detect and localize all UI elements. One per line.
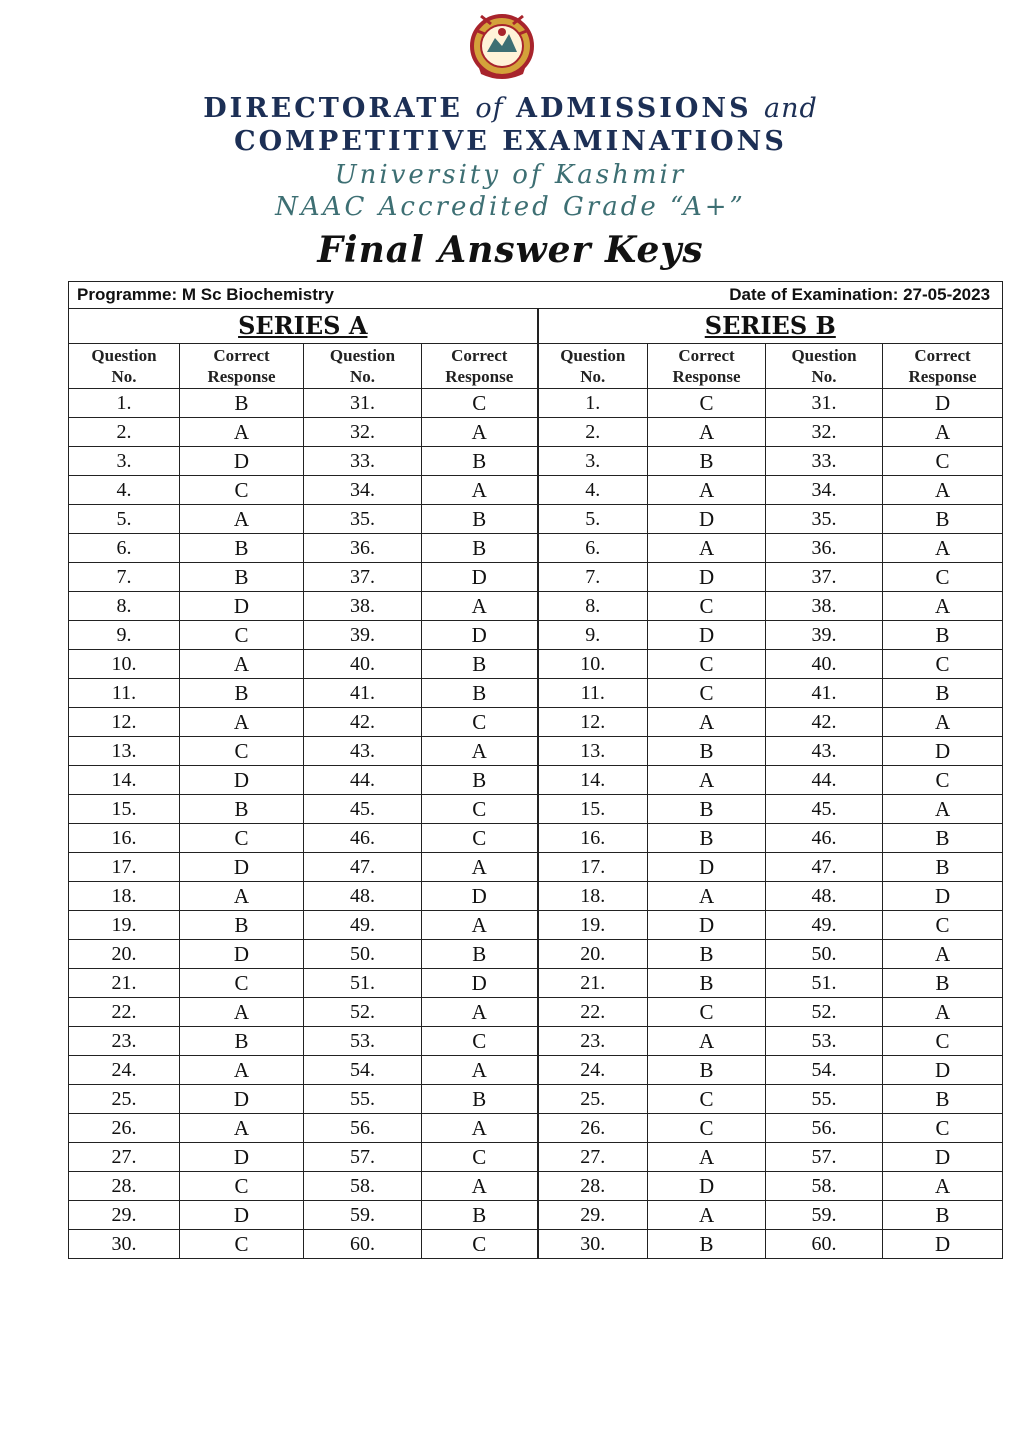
series-a-question-no: 21. — [69, 969, 180, 998]
series-a-question-no: 51. — [304, 969, 422, 998]
series-b-correct-response: C — [883, 1027, 1003, 1056]
column-header-row — [69, 344, 1003, 389]
series-a-question-no: 44. — [304, 766, 422, 795]
series-a-question-no: 25. — [69, 1085, 180, 1114]
table-row — [69, 1143, 1003, 1172]
series-b-question-no: 45. — [766, 795, 883, 824]
series-b-question-no: 22. — [538, 998, 648, 1027]
series-a-correct-response: D — [422, 882, 538, 911]
series-a-question-no: 14. — [69, 766, 180, 795]
series-b-correct-response: D — [883, 737, 1003, 766]
series-a-question-no: 59. — [304, 1201, 422, 1230]
series-b-correct-response: D — [648, 911, 766, 940]
table-row — [69, 824, 1003, 853]
series-b-question-no: 8. — [538, 592, 648, 621]
series-b-correct-response: D — [648, 563, 766, 592]
series-a-correct-response: A — [180, 505, 304, 534]
series-b-question-no: 54. — [766, 1056, 883, 1085]
series-b-question-no: 34. — [766, 476, 883, 505]
series-b-question-no: 46. — [766, 824, 883, 853]
table-row — [69, 940, 1003, 969]
table-row — [69, 621, 1003, 650]
series-b-question-no: 11. — [538, 679, 648, 708]
series-a-question-no: 57. — [304, 1143, 422, 1172]
series-a-correct-response: D — [180, 853, 304, 882]
table-row — [69, 969, 1003, 998]
series-a-correct-response: B — [180, 389, 304, 418]
series-b-question-no: 56. — [766, 1114, 883, 1143]
series-a-question-no: 43. — [304, 737, 422, 766]
series-a-correct-response: C — [180, 824, 304, 853]
naac-accreditation: NAAC Accredited Grade “A+” — [275, 192, 746, 222]
series-a-correct-response: D — [180, 1201, 304, 1230]
series-b-correct-response: A — [883, 1172, 1003, 1201]
series-a-question-no: 1. — [69, 389, 180, 418]
series-a-question-no: 24. — [69, 1056, 180, 1085]
series-a-correct-response: B — [422, 534, 538, 563]
series-a-correct-response: A — [422, 998, 538, 1027]
series-b-question-no: 48. — [766, 882, 883, 911]
series-b-question-no: 59. — [766, 1201, 883, 1230]
series-a-question-no: 10. — [69, 650, 180, 679]
series-b-correct-response: A — [648, 1201, 766, 1230]
series-b-correct-response: C — [648, 1114, 766, 1143]
series-a-question-no: 37. — [304, 563, 422, 592]
series-a-correct-response: C — [422, 389, 538, 418]
table-row — [69, 592, 1003, 621]
series-a-correct-response: B — [180, 679, 304, 708]
series-a-correct-response: D — [180, 447, 304, 476]
series-b-correct-response: B — [883, 853, 1003, 882]
series-b-correct-response: B — [883, 621, 1003, 650]
series-a-question-no: 58. — [304, 1172, 422, 1201]
series-a-question-no: 28. — [69, 1172, 180, 1201]
series-b-correct-response: B — [883, 505, 1003, 534]
col-header-question: Question No. — [69, 344, 180, 389]
series-b-question-no: 18. — [538, 882, 648, 911]
series-a-question-no: 34. — [304, 476, 422, 505]
col-header-question: Question No. — [538, 344, 648, 389]
series-a-correct-response: A — [422, 1172, 538, 1201]
series-b-question-no: 7. — [538, 563, 648, 592]
series-b-question-no: 36. — [766, 534, 883, 563]
series-b-question-no: 6. — [538, 534, 648, 563]
series-a-correct-response: C — [422, 795, 538, 824]
series-a-question-no: 23. — [69, 1027, 180, 1056]
series-b-correct-response: B — [883, 824, 1003, 853]
series-b-question-no: 20. — [538, 940, 648, 969]
series-a-correct-response: D — [180, 592, 304, 621]
series-a-question-no: 40. — [304, 650, 422, 679]
series-b-question-no: 3. — [538, 447, 648, 476]
series-b-question-no: 29. — [538, 1201, 648, 1230]
table-row — [69, 766, 1003, 795]
series-a-question-no: 2. — [69, 418, 180, 447]
table-row — [69, 737, 1003, 766]
series-a-question-no: 54. — [304, 1056, 422, 1085]
series-b-question-no: 53. — [766, 1027, 883, 1056]
series-b-question-no: 1. — [538, 389, 648, 418]
series-b-correct-response: C — [883, 911, 1003, 940]
series-a-correct-response: D — [180, 1085, 304, 1114]
series-b-correct-response: B — [883, 1085, 1003, 1114]
series-a-question-no: 12. — [69, 708, 180, 737]
programme-label: Programme: M Sc Biochemistry — [69, 282, 538, 309]
series-b-correct-response: B — [883, 679, 1003, 708]
series-a-question-no: 11. — [69, 679, 180, 708]
series-a-question-no: 42. — [304, 708, 422, 737]
col-header-response: Correct Response — [180, 344, 304, 389]
series-b-correct-response: D — [883, 1143, 1003, 1172]
page-title: Final Answer Keys — [317, 229, 704, 271]
series-a-question-no: 4. — [69, 476, 180, 505]
series-b-correct-response: A — [883, 534, 1003, 563]
series-b-correct-response: A — [883, 998, 1003, 1027]
series-a-correct-response: C — [422, 708, 538, 737]
series-a-question-no: 18. — [69, 882, 180, 911]
series-b-correct-response: D — [648, 853, 766, 882]
series-b-question-no: 9. — [538, 621, 648, 650]
table-row — [69, 476, 1003, 505]
series-a-correct-response: B — [422, 447, 538, 476]
series-a-correct-response: A — [422, 1056, 538, 1085]
series-b-correct-response: C — [883, 650, 1003, 679]
series-b-question-no: 49. — [766, 911, 883, 940]
series-a-correct-response: A — [180, 998, 304, 1027]
series-a-question-no: 32. — [304, 418, 422, 447]
series-b-question-no: 5. — [538, 505, 648, 534]
table-row — [69, 1201, 1003, 1230]
series-a-correct-response: B — [180, 1027, 304, 1056]
series-a-question-no: 15. — [69, 795, 180, 824]
series-a-question-no: 31. — [304, 389, 422, 418]
series-a-correct-response: D — [180, 1143, 304, 1172]
series-a-question-no: 46. — [304, 824, 422, 853]
series-a-question-no: 48. — [304, 882, 422, 911]
series-b-question-no: 31. — [766, 389, 883, 418]
series-b-correct-response: B — [883, 969, 1003, 998]
series-a-correct-response: C — [180, 621, 304, 650]
series-b-correct-response: C — [648, 1085, 766, 1114]
directorate-heading-line2: COMPETITIVE EXAMINATIONS — [234, 126, 787, 157]
series-a-question-no: 26. — [69, 1114, 180, 1143]
series-a-correct-response: D — [180, 766, 304, 795]
series-b-correct-response: C — [883, 1114, 1003, 1143]
series-b-question-no: 12. — [538, 708, 648, 737]
series-b-question-no: 44. — [766, 766, 883, 795]
table-row — [69, 505, 1003, 534]
series-b-correct-response: C — [883, 563, 1003, 592]
series-b-question-no: 51. — [766, 969, 883, 998]
table-row — [69, 389, 1003, 418]
table-row — [69, 911, 1003, 940]
series-b-question-no: 28. — [538, 1172, 648, 1201]
series-b-correct-response: A — [648, 1143, 766, 1172]
series-a-question-no: 19. — [69, 911, 180, 940]
series-a-question-no: 29. — [69, 1201, 180, 1230]
series-b-question-no: 40. — [766, 650, 883, 679]
series-a-question-no: 30. — [69, 1230, 180, 1259]
series-a-question-no: 38. — [304, 592, 422, 621]
series-b-question-no: 30. — [538, 1230, 648, 1259]
series-b-question-no: 17. — [538, 853, 648, 882]
col-header-response: Correct Response — [883, 344, 1003, 389]
table-row — [69, 1172, 1003, 1201]
series-b-question-no: 14. — [538, 766, 648, 795]
col-header-question: Question No. — [304, 344, 422, 389]
series-b-question-no: 19. — [538, 911, 648, 940]
series-a-correct-response: C — [180, 476, 304, 505]
series-a-correct-response: B — [180, 563, 304, 592]
series-a-correct-response: D — [180, 940, 304, 969]
series-b-question-no: 15. — [538, 795, 648, 824]
series-b-question-no: 10. — [538, 650, 648, 679]
col-header-response: Correct Response — [648, 344, 766, 389]
table-row — [69, 795, 1003, 824]
series-b-correct-response: B — [883, 1201, 1003, 1230]
series-a-correct-response: B — [422, 940, 538, 969]
series-a-title: SERIES A — [69, 309, 538, 344]
series-b-correct-response: C — [883, 766, 1003, 795]
series-a-question-no: 56. — [304, 1114, 422, 1143]
series-b-correct-response: C — [648, 679, 766, 708]
series-b-correct-response: A — [883, 795, 1003, 824]
series-b-question-no: 33. — [766, 447, 883, 476]
table-row — [69, 998, 1003, 1027]
university-name: University of Kashmir — [334, 160, 687, 190]
series-a-correct-response: A — [180, 882, 304, 911]
table-row — [69, 418, 1003, 447]
directorate-heading-line1: DIRECTORATE of ADMISSIONS and — [203, 93, 818, 124]
series-b-correct-response: C — [648, 592, 766, 621]
series-a-correct-response: B — [422, 679, 538, 708]
series-b-question-no: 2. — [538, 418, 648, 447]
series-b-correct-response: A — [648, 1027, 766, 1056]
series-b-correct-response: C — [648, 998, 766, 1027]
series-a-question-no: 5. — [69, 505, 180, 534]
series-a-question-no: 22. — [69, 998, 180, 1027]
series-a-question-no: 60. — [304, 1230, 422, 1259]
series-b-correct-response: D — [648, 505, 766, 534]
series-b-correct-response: D — [883, 1056, 1003, 1085]
series-a-question-no: 17. — [69, 853, 180, 882]
series-a-correct-response: C — [422, 1143, 538, 1172]
series-b-question-no: 43. — [766, 737, 883, 766]
series-a-correct-response: C — [180, 737, 304, 766]
series-a-correct-response: C — [422, 1230, 538, 1259]
series-b-correct-response: A — [648, 708, 766, 737]
programme-row — [69, 282, 1003, 309]
series-b-correct-response: A — [648, 882, 766, 911]
series-a-correct-response: B — [180, 795, 304, 824]
series-b-correct-response: A — [648, 766, 766, 795]
series-b-question-no: 58. — [766, 1172, 883, 1201]
series-b-correct-response: A — [883, 708, 1003, 737]
series-a-correct-response: B — [422, 766, 538, 795]
series-b-question-no: 27. — [538, 1143, 648, 1172]
series-a-correct-response: C — [180, 1230, 304, 1259]
series-b-question-no: 57. — [766, 1143, 883, 1172]
series-a-correct-response: C — [422, 1027, 538, 1056]
series-b-correct-response: A — [883, 940, 1003, 969]
series-b-question-no: 52. — [766, 998, 883, 1027]
series-b-correct-response: D — [883, 882, 1003, 911]
series-a-correct-response: A — [180, 650, 304, 679]
series-a-correct-response: D — [422, 621, 538, 650]
series-b-question-no: 35. — [766, 505, 883, 534]
series-a-question-no: 13. — [69, 737, 180, 766]
series-a-correct-response: B — [180, 534, 304, 563]
col-header-response: Correct Response — [422, 344, 538, 389]
series-a-question-no: 49. — [304, 911, 422, 940]
series-b-question-no: 26. — [538, 1114, 648, 1143]
series-b-correct-response: B — [648, 969, 766, 998]
series-b-title: SERIES B — [538, 309, 1003, 344]
series-a-correct-response: A — [422, 911, 538, 940]
table-row — [69, 1056, 1003, 1085]
series-a-question-no: 6. — [69, 534, 180, 563]
table-row — [69, 1085, 1003, 1114]
series-b-correct-response: A — [883, 476, 1003, 505]
series-a-correct-response: A — [422, 476, 538, 505]
series-b-correct-response: A — [648, 534, 766, 563]
series-b-correct-response: D — [648, 621, 766, 650]
series-b-correct-response: B — [648, 940, 766, 969]
series-b-question-no: 42. — [766, 708, 883, 737]
series-a-correct-response: A — [422, 1114, 538, 1143]
table-row — [69, 1027, 1003, 1056]
answer-key-table — [68, 281, 1003, 1259]
series-b-question-no: 39. — [766, 621, 883, 650]
series-a-question-no: 9. — [69, 621, 180, 650]
series-a-question-no: 55. — [304, 1085, 422, 1114]
series-a-correct-response: A — [422, 853, 538, 882]
series-b-correct-response: C — [648, 389, 766, 418]
table-row — [69, 447, 1003, 476]
series-a-correct-response: A — [180, 418, 304, 447]
table-row — [69, 534, 1003, 563]
series-b-question-no: 25. — [538, 1085, 648, 1114]
series-a-question-no: 52. — [304, 998, 422, 1027]
series-a-correct-response: A — [180, 1056, 304, 1085]
table-row — [69, 853, 1003, 882]
series-b-correct-response: A — [883, 418, 1003, 447]
series-a-question-no: 27. — [69, 1143, 180, 1172]
series-a-correct-response: B — [422, 1201, 538, 1230]
series-b-correct-response: D — [648, 1172, 766, 1201]
university-emblem-icon — [465, 8, 539, 82]
series-a-question-no: 39. — [304, 621, 422, 650]
exam-date: Date of Examination: 27-05-2023 — [538, 282, 1003, 309]
series-a-correct-response: D — [422, 969, 538, 998]
series-b-question-no: 60. — [766, 1230, 883, 1259]
series-b-correct-response: A — [648, 418, 766, 447]
series-b-question-no: 41. — [766, 679, 883, 708]
series-b-question-no: 37. — [766, 563, 883, 592]
table-row — [69, 1230, 1003, 1259]
series-a-question-no: 33. — [304, 447, 422, 476]
series-a-correct-response: D — [422, 563, 538, 592]
series-a-question-no: 47. — [304, 853, 422, 882]
series-b-correct-response: B — [648, 1056, 766, 1085]
series-a-correct-response: B — [422, 1085, 538, 1114]
table-row — [69, 679, 1003, 708]
series-a-question-no: 41. — [304, 679, 422, 708]
series-row — [69, 309, 1003, 344]
table-row — [69, 882, 1003, 911]
series-b-correct-response: B — [648, 795, 766, 824]
series-a-correct-response: B — [180, 911, 304, 940]
series-b-question-no: 38. — [766, 592, 883, 621]
series-b-correct-response: A — [883, 592, 1003, 621]
series-b-correct-response: B — [648, 1230, 766, 1259]
table-row — [69, 563, 1003, 592]
series-b-question-no: 55. — [766, 1085, 883, 1114]
series-b-question-no: 24. — [538, 1056, 648, 1085]
series-a-correct-response: B — [422, 505, 538, 534]
series-b-correct-response: B — [648, 824, 766, 853]
series-a-question-no: 3. — [69, 447, 180, 476]
series-b-question-no: 47. — [766, 853, 883, 882]
series-a-correct-response: A — [180, 708, 304, 737]
series-b-correct-response: B — [648, 737, 766, 766]
series-a-question-no: 50. — [304, 940, 422, 969]
series-a-correct-response: C — [180, 969, 304, 998]
series-b-correct-response: B — [648, 447, 766, 476]
series-a-correct-response: C — [180, 1172, 304, 1201]
series-b-question-no: 4. — [538, 476, 648, 505]
series-a-question-no: 20. — [69, 940, 180, 969]
series-a-question-no: 16. — [69, 824, 180, 853]
series-b-correct-response: A — [648, 476, 766, 505]
series-b-correct-response: D — [883, 1230, 1003, 1259]
series-a-correct-response: A — [180, 1114, 304, 1143]
series-a-question-no: 7. — [69, 563, 180, 592]
series-b-question-no: 23. — [538, 1027, 648, 1056]
series-b-question-no: 16. — [538, 824, 648, 853]
series-a-question-no: 45. — [304, 795, 422, 824]
series-a-question-no: 53. — [304, 1027, 422, 1056]
series-a-correct-response: B — [422, 650, 538, 679]
series-b-correct-response: C — [883, 447, 1003, 476]
table-row — [69, 1114, 1003, 1143]
series-b-question-no: 13. — [538, 737, 648, 766]
series-a-question-no: 8. — [69, 592, 180, 621]
series-a-correct-response: A — [422, 592, 538, 621]
series-a-question-no: 35. — [304, 505, 422, 534]
series-b-question-no: 32. — [766, 418, 883, 447]
series-a-question-no: 36. — [304, 534, 422, 563]
series-b-correct-response: D — [883, 389, 1003, 418]
table-row — [69, 708, 1003, 737]
series-b-question-no: 50. — [766, 940, 883, 969]
series-a-correct-response: A — [422, 418, 538, 447]
col-header-question: Question No. — [766, 344, 883, 389]
series-a-correct-response: A — [422, 737, 538, 766]
series-b-correct-response: C — [648, 650, 766, 679]
series-a-correct-response: C — [422, 824, 538, 853]
table-row — [69, 650, 1003, 679]
series-b-question-no: 21. — [538, 969, 648, 998]
